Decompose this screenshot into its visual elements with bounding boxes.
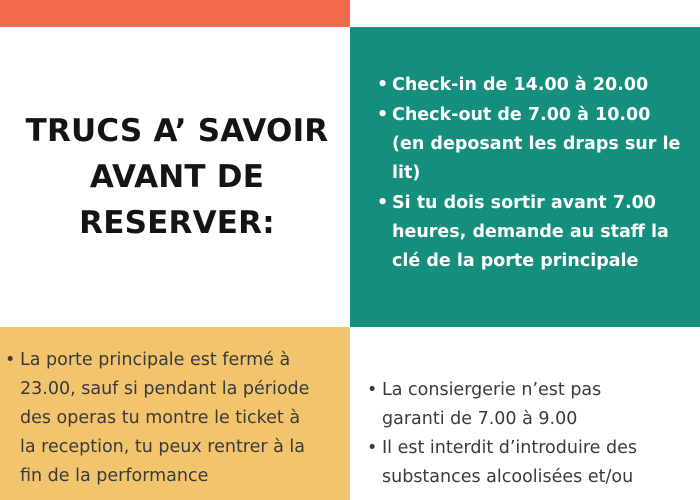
list-item-alcohol-rule bbox=[364, 434, 700, 492]
page-title-line: AVANT DE bbox=[89, 159, 265, 195]
top-right-strip bbox=[350, 0, 700, 27]
list-item-line: substances alcoolisées et/ou bbox=[382, 467, 634, 487]
checkin-info-panel bbox=[350, 27, 700, 327]
notes-list bbox=[364, 376, 700, 492]
list-item-concierge bbox=[364, 376, 700, 434]
list-item-line: lit) bbox=[392, 163, 421, 183]
list-item-early-exit bbox=[374, 189, 690, 276]
list-item-line: • Si tu dois sortir avant 7.00 bbox=[392, 193, 656, 213]
list-item-line: 23.00, sauf si pendant la période bbox=[20, 379, 310, 399]
page-title bbox=[0, 108, 350, 246]
list-item-line: • Il est interdit d’introduire des bbox=[382, 438, 637, 458]
list-item-line: heures, demande au staff la bbox=[392, 222, 669, 242]
title-panel bbox=[0, 27, 350, 327]
list-item-line: garanti de 7.00 à 9.00 bbox=[382, 409, 578, 429]
house-rules-list bbox=[2, 346, 350, 491]
list-item-checkin-hours bbox=[374, 71, 690, 100]
list-item-checkout-hours bbox=[374, 101, 690, 188]
list-item-line: fin de la performance bbox=[20, 466, 209, 486]
house-rules-panel bbox=[0, 327, 350, 500]
list-item-line: la reception, tu peux rentrer à la bbox=[20, 437, 306, 457]
page-title-line: TRUCS A’ SAVOIR bbox=[25, 113, 329, 149]
list-item-line: • Check-out de 7.00 à 10.00 bbox=[392, 105, 651, 125]
top-left-accent-strip bbox=[0, 0, 350, 27]
page-title-line: RESERVER: bbox=[79, 205, 275, 241]
list-item-line: des operas tu montre le ticket à bbox=[20, 408, 301, 428]
list-item-line: • La consiergerie n’est pas bbox=[382, 380, 602, 400]
list-item-line: (en deposant les draps sur le bbox=[392, 134, 681, 154]
list-item-line: • La porte principale est fermé à bbox=[20, 350, 291, 370]
notes-panel bbox=[350, 327, 700, 500]
checkin-list bbox=[374, 71, 690, 276]
list-item-line: • Check-in de 14.00 à 20.00 bbox=[392, 75, 649, 95]
list-item-line: clé de la porte principale bbox=[392, 251, 639, 271]
list-item-door-closing bbox=[2, 346, 350, 491]
